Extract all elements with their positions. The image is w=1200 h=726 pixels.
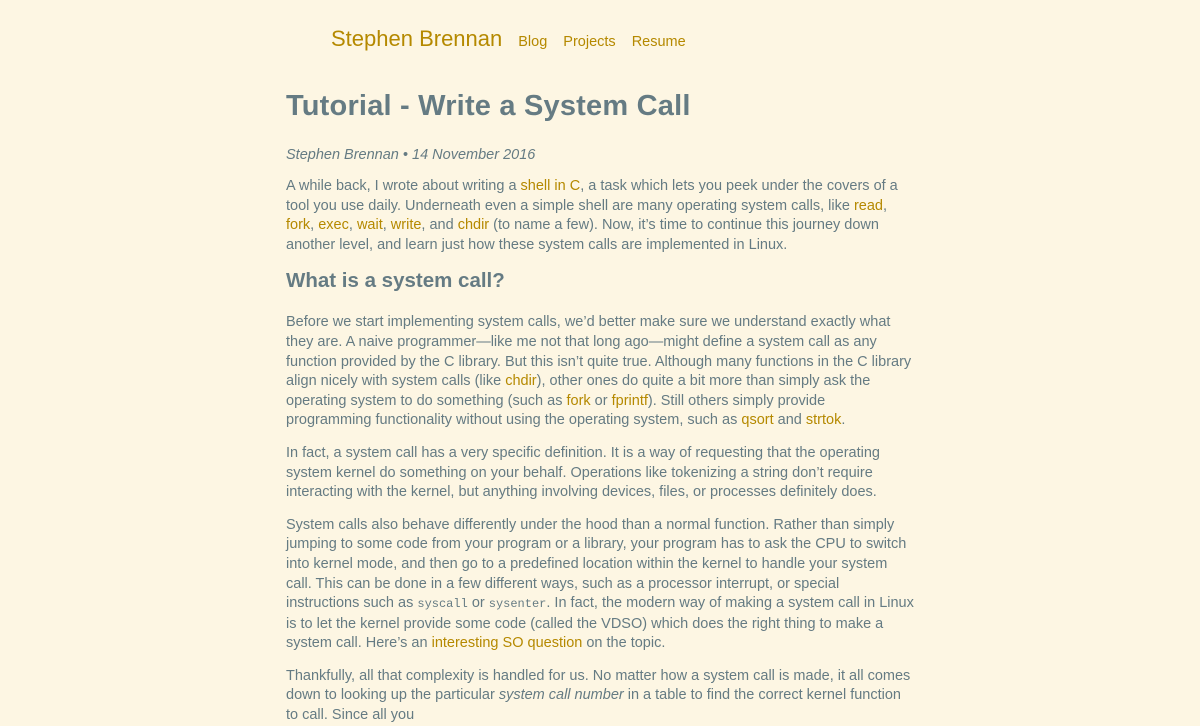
text-span: , a task which lets you peek under the covers of a tool you use daily. Underneath even a simple shell are many operating system calls, like: [286, 178, 898, 214]
text-span: , and: [421, 217, 458, 234]
link-fork-2[interactable]: fork: [566, 392, 591, 409]
paragraph-under-the-hood: [286, 516, 914, 654]
link-read[interactable]: read: [853, 197, 883, 214]
text-span: ,: [882, 197, 887, 214]
emphasis-system-call-number: system call number: [498, 687, 624, 704]
text-span: ). Still others simply provide programming functionality without using the operating system, such as: [286, 392, 826, 429]
link-shell-in-c[interactable]: shell in C: [520, 178, 581, 194]
paragraph-specific-definition: In fact, a system call has a very specific definition. It is a way of requesting that the operating system kernel do something on your behalf. Operations like tokenizing a string don’t require interacting with the kernel, but anything involving devices, files, or processes definitely does.: [286, 444, 880, 501]
post-title: Tutorial - Write a System Call: [286, 90, 691, 122]
link-qsort[interactable]: qsort: [741, 412, 774, 429]
text-span: or: [467, 595, 489, 612]
post-meta: Stephen Brennan • 14 November 2016: [286, 147, 536, 163]
link-wait[interactable]: wait: [356, 217, 383, 234]
link-exec[interactable]: exec: [318, 217, 349, 234]
link-fprintf[interactable]: fprintf: [611, 392, 648, 409]
code-syscall: syscall: [417, 597, 468, 612]
link-write[interactable]: write: [390, 217, 422, 234]
text-span: in a table to find the correct kernel function to call. Since all you: [286, 687, 901, 724]
text-span: System calls also behave differently under the hood than a normal function. Rather than simply jumping to some code from your program or a library, your program has to ask the CPU to switch into kernel mode, and then go to a predefined location within the kernel to handle your system call. This can be done in a few different ways, such as a processor interrupt, or special instructions such as: [286, 516, 907, 612]
post-content: [286, 90, 914, 726]
text-span: A while back, I wrote about writing a: [286, 178, 521, 194]
text-span: Thankfully, all that complexity is handled for us. No matter how a system call is made, it all comes down to looking up the particular: [286, 667, 911, 704]
intro-paragraph: [286, 177, 914, 255]
text-span: or: [590, 392, 612, 409]
text-span: ), other ones do quite a bit more than simply ask the operating system to do something (such as: [286, 373, 871, 409]
text-span: and: [773, 412, 806, 429]
text-span: .: [841, 412, 846, 429]
link-interesting-so-question[interactable]: interesting SO question: [431, 635, 583, 652]
nav-blog[interactable]: Blog: [518, 34, 548, 50]
site-title-link[interactable]: Stephen Brennan: [331, 26, 503, 51]
link-chdir-2[interactable]: chdir: [505, 373, 537, 390]
link-strtok[interactable]: strtok: [805, 412, 842, 429]
site-header: [331, 26, 702, 52]
link-fork[interactable]: fork: [286, 217, 311, 234]
code-sysenter: sysenter: [488, 597, 547, 612]
text-span: ,: [382, 217, 391, 234]
link-chdir[interactable]: chdir: [457, 217, 490, 234]
text-span: (to name a few). Now, it’s time to continue this journey down another level, and learn just how these system calls are implemented in Linux.: [286, 217, 879, 253]
nav-projects[interactable]: Projects: [563, 34, 616, 50]
text-span: Before we start implementing system calls, we’d better make sure we understand exactly what they are. A naive programmer—like me not that long ago—might define a system call as any function provided by the C library. But this isn’t quite true. Although many functions in the C library align nicely with system calls (like: [286, 314, 912, 390]
text-span: on the topic.: [582, 635, 666, 652]
text-span: ,: [310, 217, 319, 234]
text-span: . In fact, the modern way of making a system call in Linux is to let the kernel provide some code (called the VDSO) which does the right thing to make a system call. Here’s an: [286, 595, 914, 652]
paragraph-definition: [286, 313, 914, 431]
text-span: ,: [348, 217, 357, 234]
section-heading-what-is-syscall: What is a system call?: [286, 269, 505, 293]
nav-resume[interactable]: Resume: [631, 34, 686, 50]
paragraph-thankfully: [286, 667, 914, 726]
